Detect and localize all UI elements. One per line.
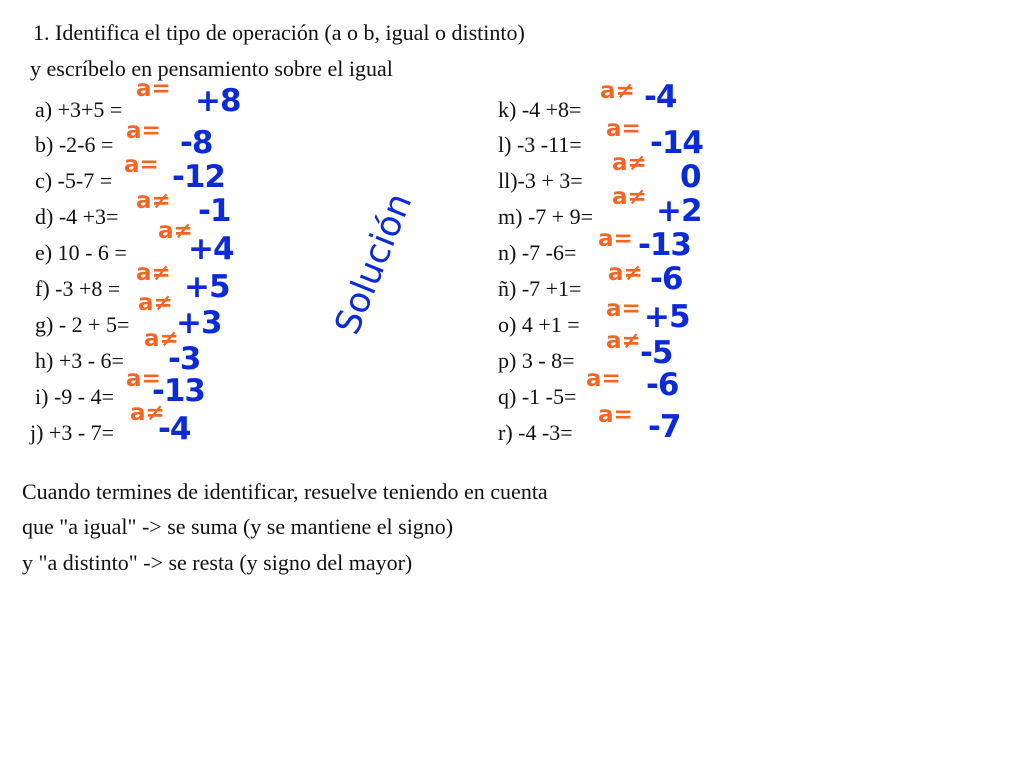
answer-enie: -6 bbox=[650, 261, 683, 297]
tag-c: a= bbox=[124, 152, 159, 178]
exercise-ll: ll)-3 + 3= bbox=[498, 168, 583, 193]
exercise-r: r) -4 -3= bbox=[498, 420, 573, 445]
exercise-j: j) +3 - 7= bbox=[30, 420, 115, 445]
exercise-c: c) -5-7 = bbox=[35, 168, 113, 193]
tag-ll: a≠ bbox=[612, 150, 647, 176]
tag-r: a= bbox=[598, 402, 633, 428]
exercise-h: h) +3 - 6= bbox=[35, 348, 124, 373]
answer-q: -6 bbox=[646, 367, 679, 403]
answer-g: +3 bbox=[176, 305, 222, 341]
exercise-d: d) -4 +3= bbox=[35, 204, 119, 229]
answer-e: +4 bbox=[188, 231, 234, 267]
answer-b: -8 bbox=[180, 125, 213, 161]
tag-e: a≠ bbox=[158, 218, 193, 244]
tag-n: a= bbox=[598, 226, 633, 252]
exercise-n: n) -7 -6= bbox=[498, 240, 577, 265]
exercise-a: a) +3+5 = bbox=[35, 97, 123, 122]
footer-line-3: y "a distinto" -> se resta (y signo del mayor) bbox=[22, 550, 413, 575]
footer-line-2: que "a igual" -> se suma (y se mantiene el signo) bbox=[22, 514, 454, 539]
answer-h: -3 bbox=[168, 341, 201, 377]
footer-line-1: Cuando termines de identificar, resuelve teniendo en cuenta bbox=[22, 479, 548, 504]
answer-p: -5 bbox=[640, 335, 673, 371]
tag-o: a= bbox=[606, 296, 641, 322]
answer-ll: 0 bbox=[680, 159, 701, 195]
exercise-enie: ñ) -7 +1= bbox=[498, 276, 582, 301]
tag-a: a= bbox=[136, 76, 171, 102]
answer-m: +2 bbox=[656, 193, 702, 229]
exercise-q: q) -1 -5= bbox=[498, 384, 577, 409]
exercise-p: p) 3 - 8= bbox=[498, 348, 575, 373]
instruction-line-1: 1. Identifica el tipo de operación (a o b, igual o distinto) bbox=[33, 20, 525, 45]
tag-j: a≠ bbox=[130, 400, 165, 426]
tag-d: a≠ bbox=[136, 188, 171, 214]
answer-j: -4 bbox=[158, 411, 191, 447]
exercise-f: f) -3 +8 = bbox=[35, 276, 121, 301]
instruction-line-2: y escríbelo en pensamiento sobre el igual bbox=[30, 56, 393, 81]
answer-c: -12 bbox=[172, 159, 226, 195]
exercise-b: b) -2-6 = bbox=[35, 132, 114, 157]
tag-g: a≠ bbox=[138, 290, 173, 316]
tag-p: a≠ bbox=[606, 328, 641, 354]
answer-r: -7 bbox=[648, 409, 681, 445]
exercise-e: e) 10 - 6 = bbox=[35, 240, 127, 265]
tag-enie: a≠ bbox=[608, 260, 643, 286]
exercise-i: i) -9 - 4= bbox=[35, 384, 114, 409]
exercise-g: g) - 2 + 5= bbox=[35, 312, 130, 337]
exercise-l: l) -3 -11= bbox=[498, 132, 582, 157]
tag-b: a= bbox=[126, 118, 161, 144]
tag-m: a≠ bbox=[612, 184, 647, 210]
answer-n: -13 bbox=[638, 227, 692, 263]
tag-q: a= bbox=[586, 366, 621, 392]
tag-k: a≠ bbox=[600, 78, 635, 104]
tag-h: a≠ bbox=[144, 326, 179, 352]
exercise-k: k) -4 +8= bbox=[498, 97, 582, 122]
exercise-o: o) 4 +1 = bbox=[498, 312, 580, 337]
exercise-m: m) -7 + 9= bbox=[498, 204, 594, 229]
answer-f: +5 bbox=[184, 269, 230, 305]
solucion-title: Solución bbox=[327, 187, 421, 341]
tag-l: a= bbox=[606, 116, 641, 142]
answer-a: +8 bbox=[195, 83, 241, 119]
tag-i: a= bbox=[126, 366, 161, 392]
tag-f: a≠ bbox=[136, 260, 171, 286]
answer-d: -1 bbox=[198, 193, 231, 229]
answer-o: +5 bbox=[644, 299, 690, 335]
answer-k: -4 bbox=[644, 79, 677, 115]
answer-l: -14 bbox=[650, 125, 704, 161]
answer-i: -13 bbox=[152, 373, 206, 409]
